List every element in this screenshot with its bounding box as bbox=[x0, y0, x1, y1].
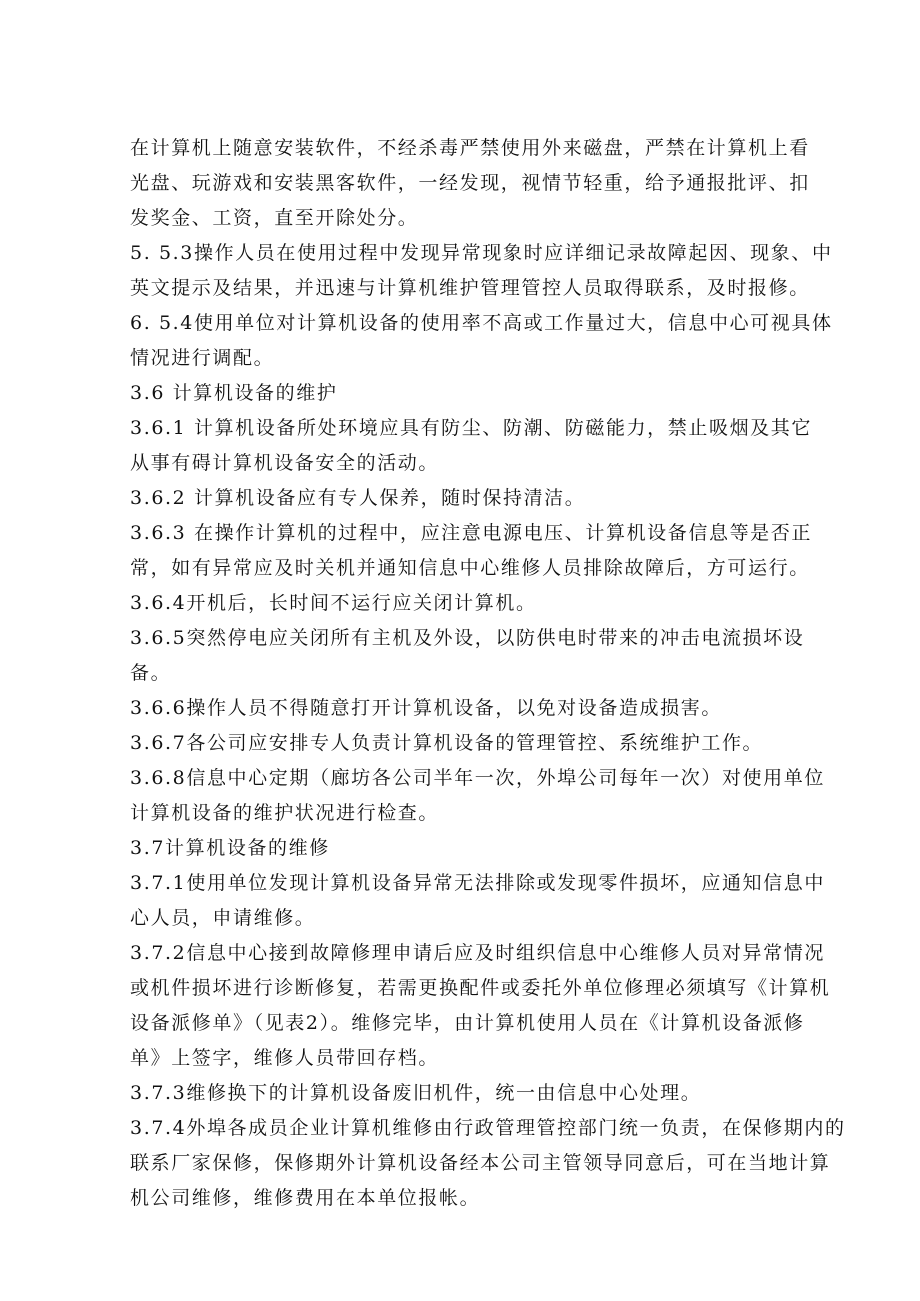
text-line: 从事有碍计算机设备安全的活动。 bbox=[130, 452, 440, 474]
text-line: 情况进行调配。 bbox=[130, 347, 275, 369]
text-line: 备。 bbox=[130, 662, 172, 684]
text-line: 3.6.3 在操作计算机的过程中，应注意电源电压、计算机设备信息等是否正 bbox=[130, 522, 812, 544]
text-line: 3.7.2信息中心接到故障修理申请后应及时组织信息中心维修人员对异常情况 bbox=[130, 942, 825, 964]
text-line: 心人员，申请维修。 bbox=[130, 907, 316, 929]
text-line: 3.7.3维修换下的计算机设备废旧机件，统一由信息中心处理。 bbox=[130, 1082, 702, 1104]
text-line: 5. 5.3操作人员在使用过程中发现异常现象时应详细记录故障起因、现象、中 bbox=[130, 242, 833, 264]
text-line: 3.6.7各公司应安排专人负责计算机设备的管理管控、系统维护工作。 bbox=[130, 732, 764, 754]
text-line: 设备派修单》（见表2）。维修完毕，由计算机使用人员在《计算机设备派修 bbox=[130, 1012, 805, 1034]
section-heading: 3.6 计算机设备的维护 bbox=[130, 382, 338, 404]
text-line: 英文提示及结果，并迅速与计算机维护管理管控人员取得联系，及时报修。 bbox=[130, 277, 810, 299]
text-line: 3.6.1 计算机设备所处环境应具有防尘、防潮、防磁能力，禁止吸烟及其它 bbox=[130, 417, 812, 439]
text-line: 单》上签字，维修人员带回存档。 bbox=[130, 1047, 440, 1069]
section-heading: 3.7计算机设备的维修 bbox=[130, 837, 330, 859]
text-line: 6. 5.4使用单位对计算机设备的使用率不高或工作量过大，信息中心可视具体 bbox=[130, 312, 833, 334]
text-line: 3.6.5突然停电应关闭所有主机及外设，以防供电时带来的冲击电流损坏设 bbox=[130, 627, 805, 649]
text-line: 3.6.6操作人员不得随意打开计算机设备，以免对设备造成损害。 bbox=[130, 697, 722, 719]
text-line: 3.6.4开机后，长时间不运行应关闭计算机。 bbox=[130, 592, 537, 614]
text-line: 光盘、玩游戏和安装黑客软件，一经发现，视情节轻重，给予通报批评、扣 bbox=[130, 172, 810, 194]
text-line: 3.7.1使用单位发现计算机设备异常无法排除或发现零件损坏，应通知信息中 bbox=[130, 872, 825, 894]
text-line: 联系厂家保修，保修期外计算机设备经本公司主管领导同意后，可在当地计算 bbox=[130, 1152, 831, 1174]
text-line: 或机件损坏进行诊断修复，若需更换配件或委托外单位修理必须填写《计算机 bbox=[130, 977, 831, 999]
text-line: 机公司维修，维修费用在本单位报帐。 bbox=[130, 1187, 481, 1209]
text-line: 发奖金、工资，直至开除处分。 bbox=[130, 207, 419, 229]
text-line: 常，如有异常应及时关机并通知信息中心维修人员排除故障后，方可运行。 bbox=[130, 557, 810, 579]
text-line: 3.7.4外埠各成员企业计算机维修由行政管理管控部门统一负责，在保修期内的 bbox=[130, 1117, 846, 1139]
text-line: 在计算机上随意安装软件，不经杀毒严禁使用外来磁盘，严禁在计算机上看 bbox=[130, 137, 810, 159]
text-line: 3.6.8信息中心定期（廊坊各公司半年一次，外埠公司每年一次）对使用单位 bbox=[130, 767, 825, 789]
text-line: 3.6.2 计算机设备应有专人保养，随时保持清洁。 bbox=[130, 487, 586, 509]
text-line: 计算机设备的维护状况进行检查。 bbox=[130, 802, 440, 824]
